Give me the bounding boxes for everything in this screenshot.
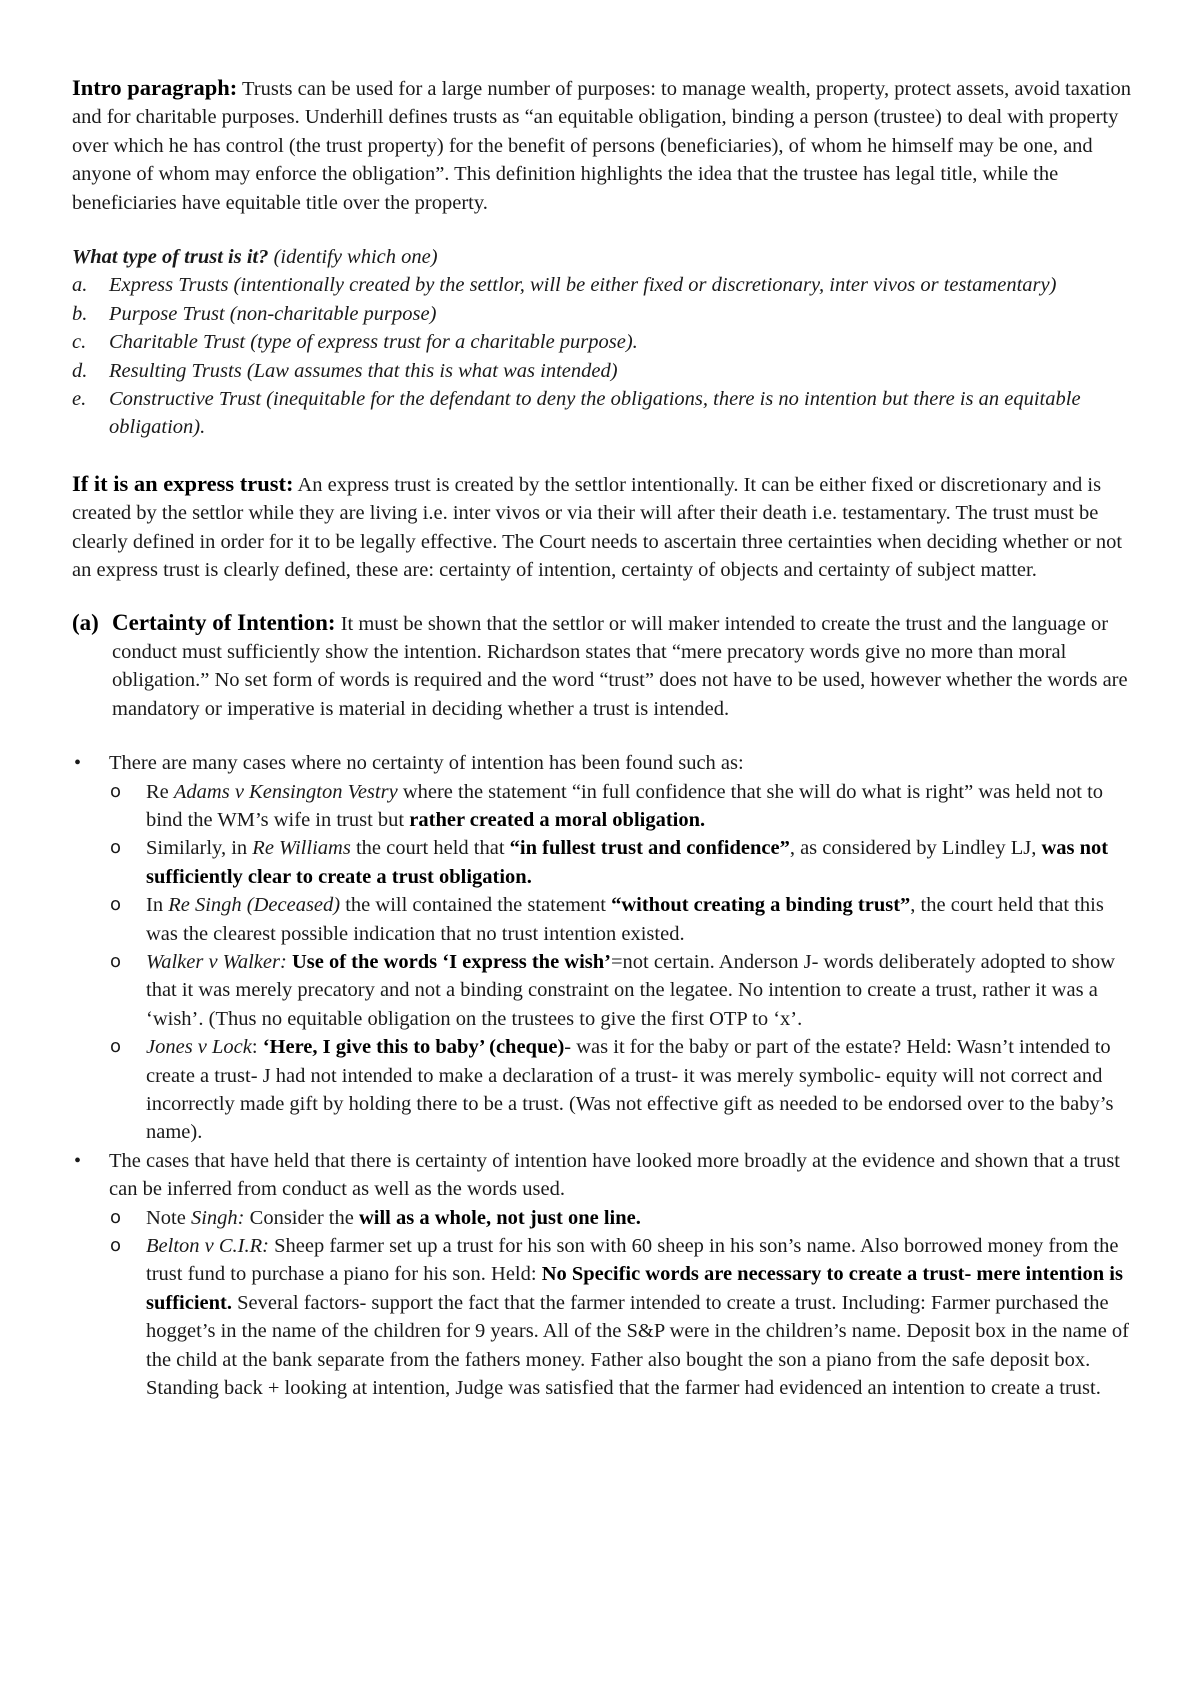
sub-item bbox=[109, 1204, 1138, 1232]
certainty-heading: Certainty of Intention: bbox=[112, 609, 336, 635]
trust-type-question-note: (identify which one) bbox=[268, 246, 438, 269]
bullet-icon: • bbox=[74, 1149, 82, 1172]
sub-list bbox=[109, 1204, 1138, 1403]
express-trust-text: An express trust is created by the settlor intentionally. It can be either fixed or discretionary and is created by the settlor while they are living i.e. inter vivos or via their will after their death i.e. testamentary. The trust must be clearly defined in order for it to be legally effective. The Court needs to ascertain three certainties when deciding whether or not an express trust is clearly defined, these are: certainty of intention, certainty of objects and certainty of subject matter. bbox=[72, 473, 1123, 582]
sub-item bbox=[109, 778, 1138, 835]
list-letter: d. bbox=[72, 359, 88, 382]
sub-bold-text: rather created a moral obligation. bbox=[409, 808, 706, 831]
intro-paragraph bbox=[72, 74, 1138, 217]
sub-text: the will contained the statement bbox=[340, 894, 612, 917]
sub-text: Several factors- support the fact that the farmer intended to create a trust. Including: Farmer purchased the hogget’s in the name of the children for 9 years. All of the S&P were in the children’s name. Deposit box in the name of the child at the bank separate from the fathers money. Father also bought the son a piano from the safe deposit box. Standing back + looking at intention, Judge was satisfied that the farmer had evidenced an intention to create a trust. bbox=[146, 1291, 1129, 1400]
bullet-text: The cases that have held that there is certainty of intention have looked more broadly at the evidence and shown that a trust can be inferred from conduct as well as the words used. bbox=[109, 1149, 1120, 1201]
sub-text: : bbox=[251, 1036, 263, 1059]
intro-heading: Intro paragraph: bbox=[72, 75, 238, 100]
sub-bold-text: Use of the words ‘I express the wish’ bbox=[286, 950, 611, 973]
certainty-of-intention-paragraph bbox=[72, 609, 1138, 724]
case-name: Singh: bbox=[190, 1206, 245, 1229]
list-item-text: Charitable Trust (type of express trust for a charitable purpose). bbox=[109, 331, 638, 354]
list-letter: b. bbox=[72, 302, 88, 325]
sub-item bbox=[109, 891, 1138, 948]
sub-text: where the statement “in full confidence that she will do what is right” was held not to bind the WM’s wife in trust but bbox=[146, 780, 1104, 831]
circle-bullet-icon: o bbox=[110, 837, 122, 859]
sub-text: Note bbox=[146, 1206, 191, 1229]
trust-type-question bbox=[72, 243, 1138, 271]
list-item-text: Express Trusts (intentionally created by the settlor, will be either fixed or discretionary, inter vivos or testamentary) bbox=[109, 274, 1057, 297]
bullet-text: There are many cases where no certainty of intention has been found such as: bbox=[109, 752, 744, 775]
case-name: Walker v Walker: bbox=[146, 950, 287, 973]
circle-bullet-icon: o bbox=[110, 1036, 122, 1058]
sub-text: Consider the bbox=[244, 1206, 359, 1229]
case-name: Belton v C.I.R: bbox=[146, 1235, 269, 1258]
circle-bullet-icon: o bbox=[110, 1235, 122, 1257]
sub-text: the court held that bbox=[350, 837, 510, 860]
list-item bbox=[72, 300, 1138, 328]
case-name: Adams v Kensington Vestry bbox=[173, 780, 398, 803]
sub-bold-text: was not sufficiently clear to create a trust obligation. bbox=[146, 837, 1109, 888]
circle-bullet-icon: o bbox=[110, 950, 122, 972]
circle-bullet-icon: o bbox=[110, 780, 122, 802]
intro-text: Trusts can be used for a large number of purposes: to manage wealth, property, protect assets, avoid taxation and for charitable purposes. Underhill defines trusts as “an equitable obligation, binding a person (trustee) to deal with property over which he has control (the trust property) for the benefit of persons (beneficiaries), of whom he himself may be one, and anyone of whom may enforce the obligation”. This definition highlights the idea that the trustee has legal title, while the beneficiaries have equitable title over the property. bbox=[72, 78, 1132, 214]
trust-type-question-text: What type of trust is it? bbox=[72, 246, 269, 269]
sub-bold-text: “in fullest trust and confidence” bbox=[509, 837, 790, 860]
sub-bold-text: will as a whole, not just one line. bbox=[358, 1206, 641, 1229]
sub-bold-text: ‘Here, I give this to baby’ (cheque) bbox=[262, 1036, 565, 1059]
sub-text: =not certain. Anderson J- words deliberately adopted to show that it was merely precatory and not a binding constraint on the legatee. No intention to create a trust, rather it was a ‘wish’. (Thus no equitable obligation on the trustees to give the first OTP to ‘x’. bbox=[146, 950, 1116, 1030]
sub-list bbox=[109, 778, 1138, 1147]
bullet-icon: • bbox=[74, 752, 82, 775]
list-letter: e. bbox=[72, 388, 87, 411]
document-page bbox=[72, 74, 1138, 1402]
list-item-text: Constructive Trust (inequitable for the defendant to deny the obligations, there is no intention but there is an equitable obligation). bbox=[109, 388, 1081, 439]
sub-text: - was it for the baby or part of the estate? Held: Wasn’t intended to create a trust- J had not intended to make a declaration of a trust- it was merely symbolic- equity will not correct and incorrectly made gift by holding there to be a trust. (Was not effective gift as needed to be endorsed over to the baby’s name). bbox=[146, 1036, 1114, 1144]
case-name: Jones v Lock bbox=[146, 1036, 252, 1059]
sub-bold-text: No Specific words are necessary to create a trust- mere intention is sufficient. bbox=[146, 1263, 1123, 1314]
sub-item bbox=[109, 1232, 1138, 1402]
case-name: Re Williams bbox=[252, 837, 351, 860]
sub-text: , the court held that this was the clearest possible indication that no trust intention existed. bbox=[146, 894, 1104, 945]
list-item-text: Purpose Trust (non-charitable purpose) bbox=[109, 302, 437, 325]
circle-bullet-icon: o bbox=[110, 1206, 122, 1228]
circle-bullet-icon: o bbox=[110, 894, 122, 916]
list-item bbox=[72, 357, 1138, 385]
sub-item bbox=[109, 948, 1138, 1033]
sub-text: Sheep farmer set up a trust for his son with 60 sheep in his son’s name. Also borrowed money from the trust fund to purchase a piano for his son. Held: bbox=[146, 1235, 1119, 1286]
case-name: Re Singh (Deceased) bbox=[168, 894, 341, 917]
bullet-item bbox=[72, 1147, 1138, 1403]
list-letter: c. bbox=[72, 331, 87, 354]
sub-text: , as considered by Lindley LJ, bbox=[789, 837, 1042, 860]
bullet-item bbox=[72, 749, 1138, 1147]
section-letter: (a) bbox=[72, 609, 99, 635]
sub-item bbox=[109, 1033, 1138, 1147]
sub-text: Similarly, in bbox=[146, 837, 253, 860]
list-item bbox=[72, 328, 1138, 356]
express-trust-heading: If it is an express trust: bbox=[72, 470, 294, 496]
case-bullet-list bbox=[72, 749, 1138, 1402]
certainty-text: It must be shown that the settlor or will maker intended to create the trust and the language or conduct must sufficiently show the intention. Richardson states that “mere precatory words give no more than moral obligation.” No set form of words is required and the word “trust” does not have to be used, however whether the words are mandatory or imperative is material in deciding whether a trust is intended. bbox=[112, 612, 1128, 720]
list-item bbox=[72, 271, 1138, 299]
express-trust-paragraph bbox=[72, 470, 1138, 585]
trust-type-list bbox=[72, 271, 1138, 441]
list-item-text: Resulting Trusts (Law assumes that this is what was intended) bbox=[109, 359, 618, 382]
sub-item bbox=[109, 834, 1138, 891]
list-letter: a. bbox=[72, 274, 88, 297]
sub-text: In bbox=[146, 894, 169, 917]
sub-text: Re bbox=[146, 780, 174, 803]
sub-bold-text: “without creating a binding trust” bbox=[611, 894, 911, 917]
list-item bbox=[72, 385, 1138, 442]
